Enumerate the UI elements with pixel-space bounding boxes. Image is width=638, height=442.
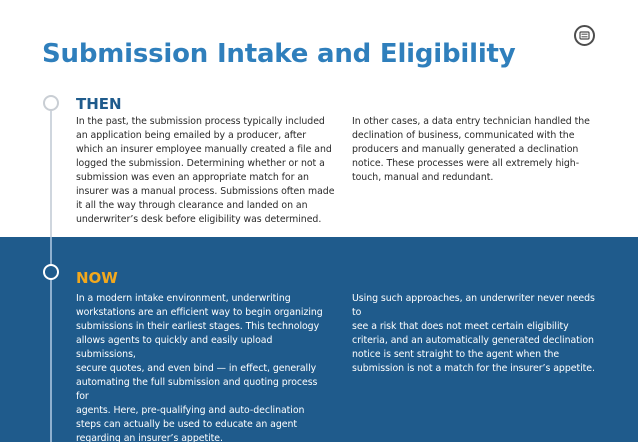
- text-line: allows agents to quickly and easily upload submissions,: [76, 335, 273, 360]
- text-line: which an insurer employee manually created a file and: [76, 144, 332, 155]
- text-line: In other cases, a data entry technician handled the: [352, 116, 590, 127]
- now-heading: NOW: [76, 269, 118, 287]
- text-line: notice. These processes were all extremely high-: [352, 158, 580, 169]
- text-line: In a modern intake environment, underwriting: [76, 293, 291, 304]
- text-line: see a risk that does not meet certain eligibility: [352, 321, 569, 332]
- text-line: agents. Here, pre-qualifying and auto-declination: [76, 405, 305, 416]
- text-line: it all the way through clearance and landed on an: [76, 200, 308, 211]
- now-right-paragraph: [352, 292, 602, 376]
- page-title: Submission Intake and Eligibility: [42, 39, 516, 69]
- text-line: workstations are an efficient way to begin organizing: [76, 307, 323, 318]
- now-timeline-node: [43, 264, 59, 280]
- text-line: producers and manually generated a declination: [352, 144, 579, 155]
- text-line: logged the submission. Determining whether or not a: [76, 158, 325, 169]
- then-timeline-node: [43, 95, 59, 111]
- text-line: an application being emailed by a producer, after: [76, 130, 307, 141]
- text-line: steps can actually be used to educate an agent: [76, 419, 298, 430]
- text-line: declination of business, communicated with the: [352, 130, 575, 141]
- then-right-paragraph: [352, 115, 592, 185]
- text-line: In the past, the submission process typically included: [76, 116, 325, 127]
- document-stack-icon: [574, 25, 595, 46]
- text-line: underwriter’s desk before eligibility was determined.: [76, 214, 322, 225]
- text-line: touch, manual and redundant.: [352, 172, 494, 183]
- text-line: submission is not a match for the insurer’s appetite.: [352, 363, 595, 374]
- text-line: secure quotes, and even bind — in effect, generally: [76, 363, 317, 374]
- now-left-paragraph: [76, 292, 332, 442]
- then-left-paragraph: [76, 115, 340, 227]
- text-line: regarding an insurer’s appetite.: [76, 433, 223, 442]
- text-line: submissions in their earliest stages. This technology: [76, 321, 320, 332]
- text-line: Using such approaches, an underwriter never needs to: [352, 293, 595, 318]
- text-line: submission was even an appropriate match for an: [76, 172, 309, 183]
- text-line: insurer was a manual process. Submissions often made: [76, 186, 335, 197]
- then-heading: THEN: [76, 95, 122, 113]
- text-line: notice is sent straight to the agent when the: [352, 349, 560, 360]
- text-line: criteria, and an automatically generated declination: [352, 335, 594, 346]
- text-line: automating the full submission and quoting process for: [76, 377, 318, 402]
